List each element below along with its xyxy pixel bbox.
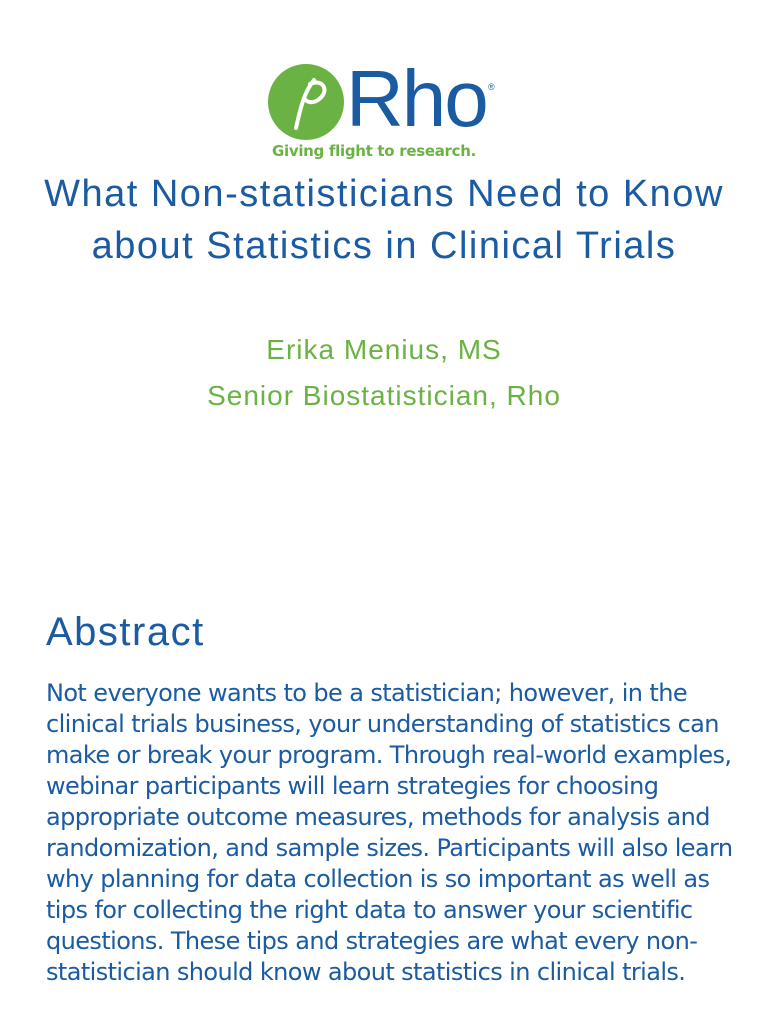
author-role: Senior Biostatistician, Rho xyxy=(207,380,561,411)
logo-wordmark: Rho xyxy=(346,54,487,143)
abstract-body: Not everyone wants to be a statistician; however, in the clinical trials business, your understanding of statistics can make or break your program. Through real-world examples, webinar participants will learn strategies for choosing appropriate outcome measures, methods for analysis and randomization, and sample sizes. Participants will also learn why planning for data collection is so important as well as tips for collecting the right data to answer your scientific questions. These tips and strategies are what every non-statistician should know about statistics in clinical trials. xyxy=(46,679,733,986)
author-name: Erika Menius, MS xyxy=(266,334,502,365)
rho-leaf-icon xyxy=(266,62,346,142)
abstract-heading: Abstract xyxy=(46,610,205,654)
rho-logo xyxy=(266,54,506,166)
logo-tagline: Giving flight to research. xyxy=(272,142,476,160)
presentation-title: What Non-statisticians Need to Know about Statistics in Clinical Trials xyxy=(44,173,724,267)
registered-mark: ® xyxy=(488,82,495,92)
